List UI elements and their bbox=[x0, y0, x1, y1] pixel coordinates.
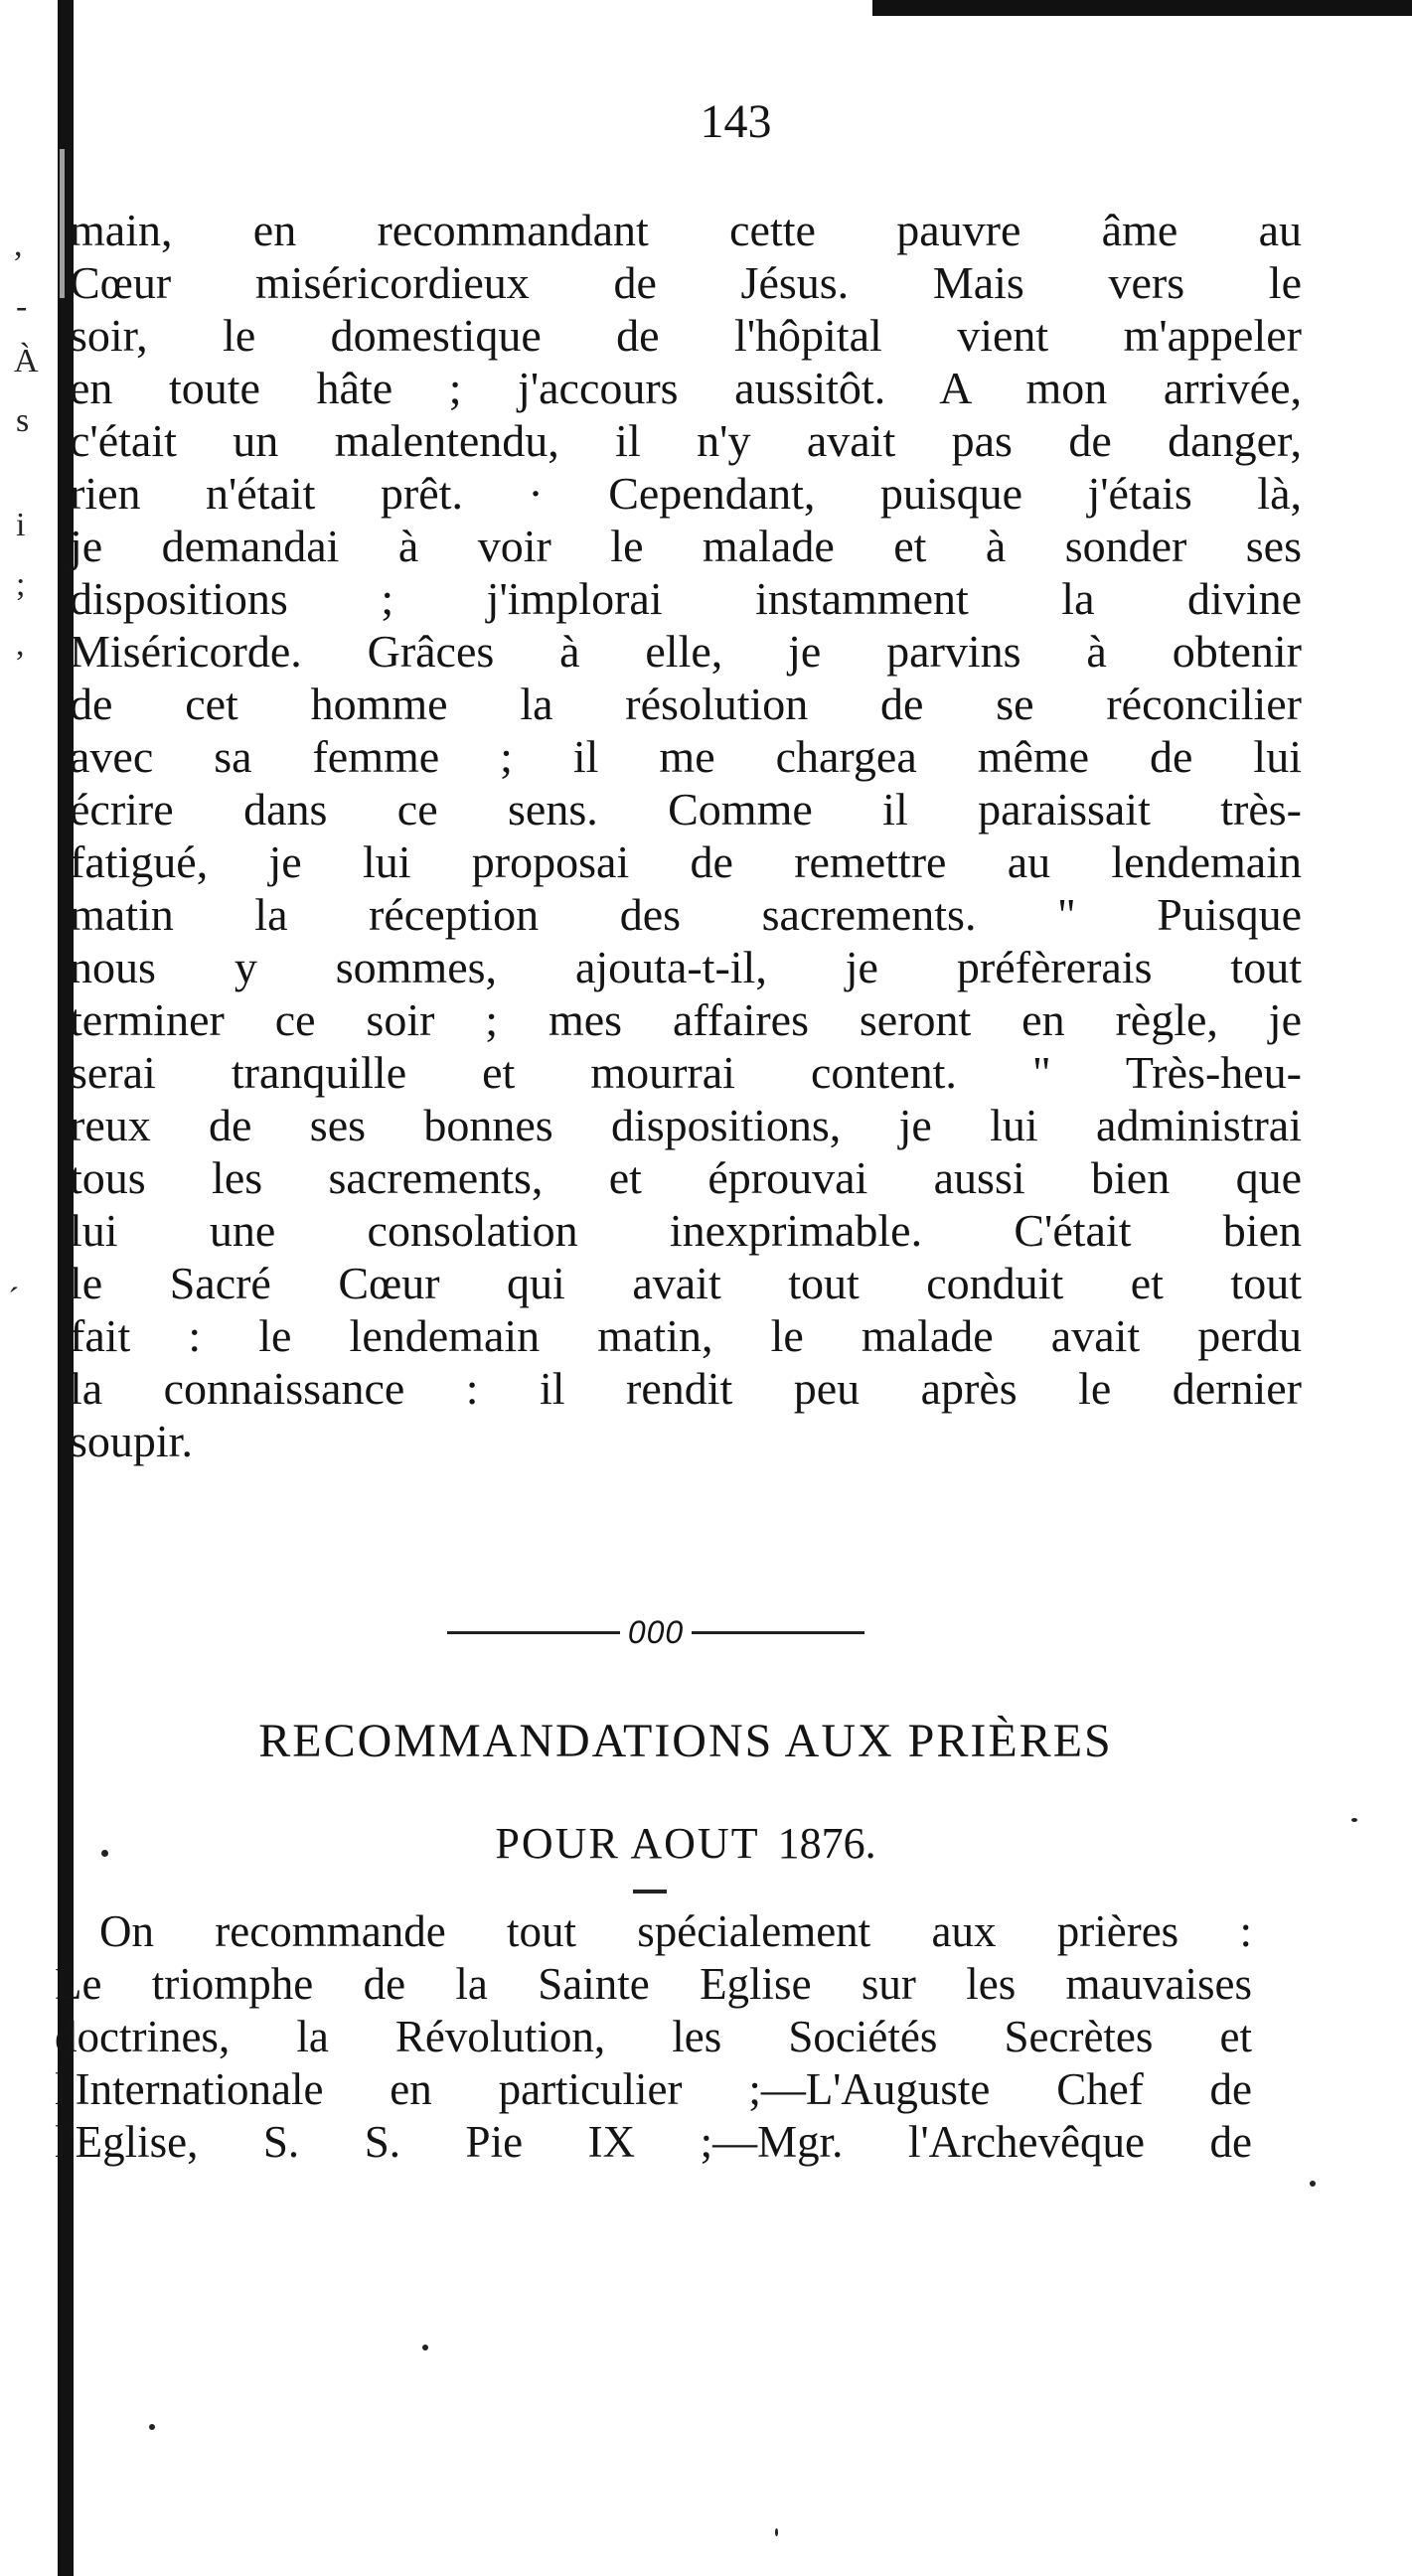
text-line: Le triomphe de la Sainte Eglise sur les mauvaises bbox=[55, 1959, 1252, 2009]
margin-fragment: s bbox=[16, 402, 30, 439]
text-line: soir, le domestique de l'hôpital vient m'appeler bbox=[70, 310, 1302, 361]
text-line: soupir. bbox=[70, 1416, 193, 1466]
short-rule bbox=[633, 1890, 667, 1894]
text-line: main, en recommandant cette pauvre âme au bbox=[70, 205, 1302, 255]
margin-fragment: i bbox=[16, 507, 26, 543]
section-separator bbox=[447, 1614, 864, 1651]
margin-fragment: ; bbox=[16, 566, 26, 603]
scan-speck bbox=[422, 2345, 428, 2350]
top-border-rule bbox=[872, 0, 1412, 16]
text-line: Cœur miséricordieux de Jésus. Mais vers le bbox=[70, 257, 1302, 308]
margin-fragment: À bbox=[14, 343, 39, 379]
text-line: le Sacré Cœur qui avait tout conduit et tout bbox=[70, 1258, 1302, 1308]
text-line: la connaissance : il rendit peu après le dernier bbox=[70, 1363, 1302, 1414]
body-paragraph bbox=[70, 204, 1302, 1467]
separator-dash bbox=[692, 1631, 864, 1634]
scan-speck bbox=[149, 2424, 155, 2430]
text-line: matin la réception des sacrements. " Puisque bbox=[70, 889, 1302, 940]
text-line: l'Eglise, S. S. Pie IX ;—Mgr. l'Archevêque de bbox=[55, 2117, 1252, 2167]
text-line: c'était un malentendu, il n'y avait pas de danger, bbox=[70, 415, 1302, 466]
scan-speck bbox=[775, 2528, 778, 2536]
text-line: rien n'était prêt. · Cependant, puisque j'étais là, bbox=[70, 468, 1302, 519]
text-line: avec sa femme ; il me chargea même de lui bbox=[70, 731, 1302, 782]
section-heading: RECOMMANDATIONS AUX PRIÈRES bbox=[258, 1715, 1113, 1767]
margin-fragment: ´ bbox=[8, 1282, 20, 1318]
text-line: en toute hâte ; j'accours aussitôt. A mon arrivée, bbox=[70, 363, 1302, 413]
subheading bbox=[70, 1818, 1302, 1869]
text-line: fait : le lendemain matin, le malade avait perdu bbox=[70, 1310, 1302, 1361]
text-line: de cet homme la résolution de se réconcilier bbox=[70, 679, 1302, 729]
text-line: Miséricorde. Grâces à elle, je parvins à obtenir bbox=[70, 626, 1302, 677]
scan-speck bbox=[101, 1850, 108, 1857]
scan-speck bbox=[1310, 2181, 1316, 2187]
text-line: reux de ses bonnes dispositions, je lui administrai bbox=[70, 1100, 1302, 1150]
separator-mark: 000 bbox=[627, 1614, 685, 1650]
page-number: 143 bbox=[700, 95, 772, 148]
text-line: écrire dans ce sens. Comme il paraissait très- bbox=[70, 784, 1302, 834]
margin-fragment: , bbox=[16, 626, 25, 663]
text-line: dispositions ; j'implorai instamment la divine bbox=[70, 573, 1302, 624]
text-line: je demandai à voir le malade et à sonder ses bbox=[70, 521, 1302, 571]
text-line: l'Internationale en particulier ;—L'Auguste Chef de bbox=[55, 2064, 1252, 2114]
text-line: terminer ce soir ; mes affaires seront en règle, je bbox=[70, 994, 1302, 1045]
text-line: doctrines, la Révolution, les Sociétés Secrètes et bbox=[55, 2012, 1252, 2061]
margin-fragment: - bbox=[16, 288, 28, 325]
text-line: fatigué, je lui proposai de remettre au lendemain bbox=[70, 836, 1302, 887]
recommendation-paragraph bbox=[55, 1905, 1252, 2169]
text-line: tous les sacrements, et éprouvai aussi bien que bbox=[70, 1152, 1302, 1203]
text-line: nous y sommes, ajouta-t-il, je préfèrerais tout bbox=[70, 942, 1302, 992]
text-line: lui une consolation inexprimable. C'était bien bbox=[70, 1205, 1302, 1256]
text-line: On recommande tout spécialement aux prières : bbox=[99, 1906, 1252, 1956]
subheading-year: 1876. bbox=[777, 1819, 876, 1868]
margin-fragment: , bbox=[14, 227, 23, 263]
subheading-prefix: POUR AOUT bbox=[495, 1819, 760, 1868]
separator-dash bbox=[447, 1631, 620, 1634]
scan-speck bbox=[1351, 1818, 1357, 1822]
text-line: serai tranquille et mourrai content. " Très-heu- bbox=[70, 1047, 1302, 1098]
